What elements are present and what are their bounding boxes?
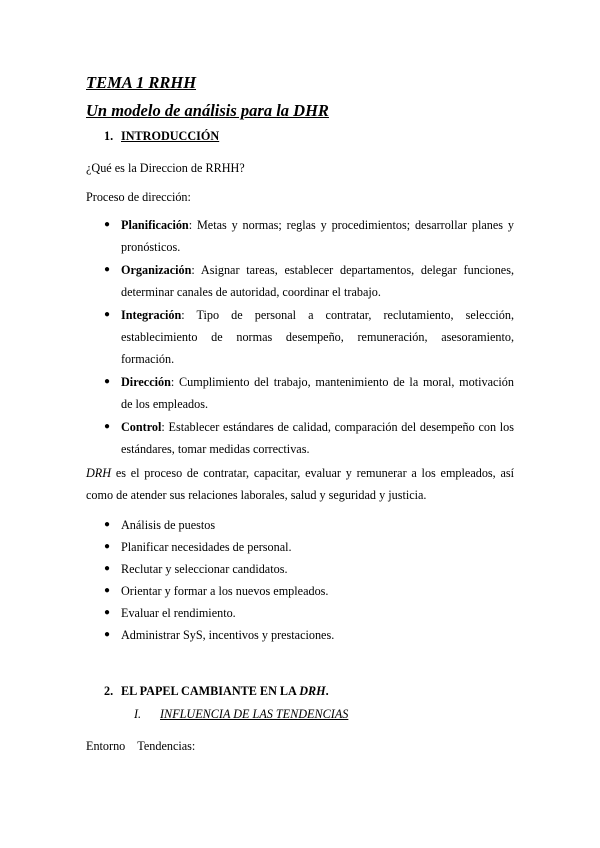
list-item-desc: : Cumplimiento del trabajo, mantenimiento de la moral, motivación de los empleados. <box>121 375 514 411</box>
bullet-icon: ● <box>104 541 111 552</box>
list-item-text: Orientar y formar a los nuevos empleados. <box>121 584 329 598</box>
list-item <box>0 214 600 258</box>
bullet-icon: ● <box>104 421 111 432</box>
section-heading-papel-cambiante <box>104 684 329 699</box>
list-item-text: Administrar SyS, incentivos y prestaciones. <box>121 628 335 642</box>
list-item-term: Control <box>121 420 162 434</box>
list-item <box>0 558 600 580</box>
bullet-icon: ● <box>104 563 111 574</box>
section-label: INTRODUCCIÓN <box>121 129 220 143</box>
list-item <box>0 602 600 624</box>
drh-definition-paragraph <box>86 462 514 506</box>
list-item <box>0 580 600 602</box>
subsection-number: I. <box>134 707 142 721</box>
bullet-icon: ● <box>104 519 111 530</box>
list-item-text: Reclutar y seleccionar candidatos. <box>121 562 288 576</box>
bullet-icon: ● <box>104 376 111 387</box>
list-item <box>0 624 600 646</box>
bullet-icon: ● <box>104 585 111 596</box>
subsection-heading <box>134 707 348 722</box>
drh-definition-text: es el proceso de contratar, capacitar, evaluar y remunerar a los empleados, así como de atender sus relaciones laborales, salud y seguridad y justicia. <box>86 466 514 502</box>
document-title: TEMA 1 RRHH <box>86 73 197 92</box>
subsection-label: INFLUENCIA DE LAS TENDENCIAS <box>160 707 349 721</box>
section-label-end: . <box>325 684 329 698</box>
drh-functions-list <box>0 514 600 646</box>
section-heading-introduccion <box>104 129 219 144</box>
list-item-text: Análisis de puestos <box>121 518 216 532</box>
list-item <box>0 371 600 415</box>
list-item-desc: : Metas y normas; reglas y procedimientos; desarrollar planes y pronósticos. <box>121 218 514 254</box>
list-item-text: Planificar necesidades de personal. <box>121 540 292 554</box>
bullet-icon: ● <box>104 219 111 230</box>
list-item <box>0 416 600 460</box>
list-item-text <box>121 304 514 370</box>
list-item-text <box>121 371 514 415</box>
section-label-italic: DRH <box>299 684 326 698</box>
list-item-term: Organización <box>121 263 192 277</box>
section-number: 1. <box>104 129 114 143</box>
list-item-desc: : Asignar tareas, establecer departamentos, delegar funciones, determinar canales de autoridad, coordinar el trabajo. <box>121 263 514 299</box>
list-item <box>0 304 600 370</box>
list-item-desc: : Tipo de personal a contratar, reclutamiento, selección, establecimiento de normas desempeño, remuneración, asesoramiento, formación. <box>121 308 514 366</box>
proceso-list <box>0 214 600 461</box>
list-item-term: Planificación <box>121 218 189 232</box>
entorno-label: Entorno <box>86 739 126 753</box>
question-line: ¿Qué es la Direccion de RRHH? <box>86 161 245 175</box>
entorno-line <box>86 735 514 757</box>
list-item-text: Evaluar el rendimiento. <box>121 606 236 620</box>
bullet-icon: ● <box>104 607 111 618</box>
list-item-text <box>121 416 514 460</box>
section-number: 2. <box>104 684 114 698</box>
list-item-term: Integración <box>121 308 182 322</box>
list-item-text <box>121 259 514 303</box>
list-item-desc: : Establecer estándares de calidad, comparación del desempeño con los estándares, tomar medidas correctivas. <box>121 420 514 456</box>
bullet-icon: ● <box>104 309 111 320</box>
list-item-text <box>121 214 514 258</box>
tendencias-label: Tendencias: <box>137 739 196 753</box>
proceso-label: Proceso de dirección: <box>86 190 191 204</box>
list-item <box>0 536 600 558</box>
list-item-term: Dirección <box>121 375 171 389</box>
list-item <box>0 514 600 536</box>
list-item <box>0 259 600 303</box>
bullet-icon: ● <box>104 264 111 275</box>
document-subtitle: Un modelo de análisis para la DHR <box>86 101 329 120</box>
section-label: EL PAPEL CAMBIANTE EN LA <box>121 684 300 698</box>
drh-term: DRH <box>86 466 112 480</box>
bullet-icon: ● <box>104 629 111 640</box>
